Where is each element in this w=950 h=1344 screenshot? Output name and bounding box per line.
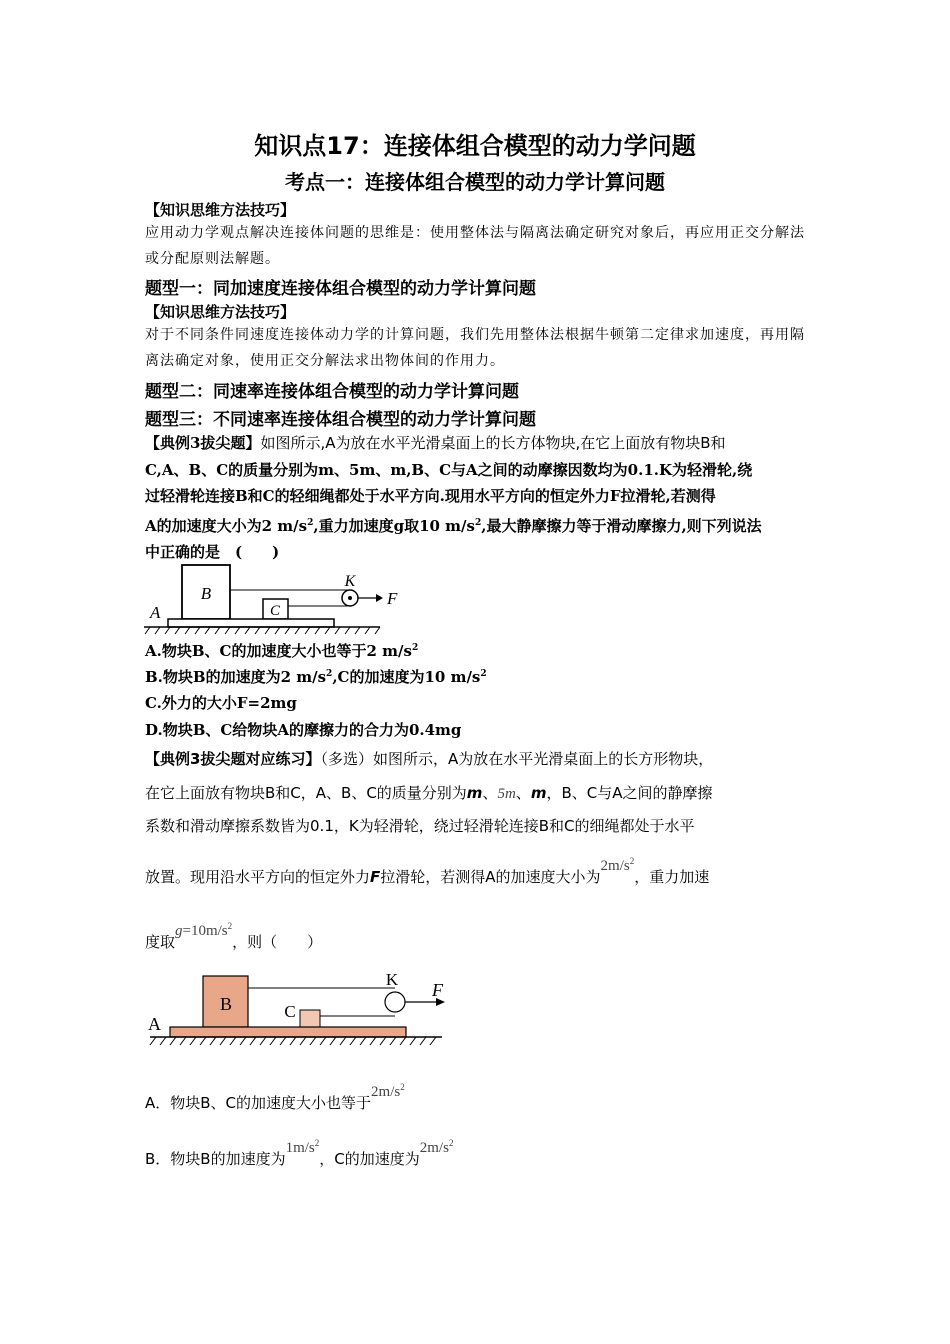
svg-text:K: K — [385, 970, 399, 989]
example2-line5: 度取$g=10m/s^2$，则（ ） — [145, 921, 323, 951]
svg-text:K: K — [344, 573, 356, 590]
page-subtitle: 考点一：连接体组合模型的动力学计算问题 — [285, 170, 665, 194]
example1-text: 【典例3拔尖题】如图所示,A为放在水平光滑桌面上的长方体物块,在它上面放有物块B和 C,A、B、C的质量分别为m、5m、m,B、C与A之间的动摩擦因数均为0.1.K为轻滑轮,绕 过轻滑轮连接B和C的轻细绳都处于水平方向.现用水平方向的恒定外力F拉滑轮,若测得 A的加速度大小为2 $m/s^2$,重力加速度g取10 $m/s^2$,最大静摩擦力等于滑动摩擦力,则下列说法 中正确的是 ( ) — [145, 434, 762, 561]
svg-text:C: C — [269, 603, 281, 619]
svg-text:F: F — [432, 980, 443, 1000]
svg-text:A: A — [148, 1014, 161, 1034]
example2-option-b: B．物块B的加速度为$1m/s^2$，C的加速度为$2m/s^2$ — [145, 1138, 454, 1168]
type3-heading: 题型三：不同速率连接体组合模型的动力学计算问题 — [145, 410, 536, 430]
example2-line4: 放置。现用沿水平方向的恒定外力F拉滑轮，若测得A的加速度大小为$2m/s^2$，重力加速 — [145, 856, 710, 886]
svg-text:C: C — [284, 1002, 296, 1021]
svg-text:B: B — [200, 584, 212, 603]
svg-text:B: B — [219, 994, 233, 1014]
page-title: 知识点17：连接体组合模型的动力学问题 — [254, 132, 696, 160]
example1-option-b: B.物块B的加速度为2 $m/s^2,C$的加速度为10 $m/s^2$ — [145, 668, 487, 686]
example1-option-c: C.外力的大小F=2mg — [145, 694, 297, 712]
example1-figure — [140, 560, 400, 638]
type1-heading: 题型一：同加速度连接体组合模型的动力学计算问题 — [145, 279, 536, 299]
example1-option-a: A.物块B、C的加速度大小也等于2 $m/s^2$ — [145, 642, 419, 660]
example2-figure — [140, 968, 460, 1050]
example1-option-d: D.物块B、C给物块A的摩擦力的合力为0.4mg — [145, 721, 462, 739]
type1-text: 对于不同条件同速度连接体动力学的计算问题，我们先用整体法根据牛顿第二定律求加速度，再用隔离法确定对象，使用正交分解法求出物体间的作用力。 — [145, 327, 805, 369]
example2-line3: 系数和滑动摩擦系数皆为0.1，K为轻滑轮，绕过轻滑轮连接B和C的细绳都处于水平 — [145, 817, 695, 835]
example2-line2: 在它上面放有物块B和C，A、B、C的质量分别为m、5m、m，B、C与A之间的静摩擦 — [145, 784, 713, 802]
svg-text:F: F — [387, 589, 398, 608]
svg-text:A: A — [150, 603, 161, 622]
type1-tag: 【知识思维方法技巧】 — [145, 303, 296, 321]
example1-tag: 【典例3拔尖题】 — [145, 434, 261, 452]
example2-tag: 【典例3拔尖题对应练习】 — [145, 750, 321, 768]
type2-heading: 题型二：同速率连接体组合模型的动力学计算问题 — [145, 382, 519, 402]
example2-line1: 【典例3拔尖题对应练习】（多选）如图所示，A为放在水平光滑桌面上的长方形物块， — [145, 750, 714, 768]
example2-option-a: A．物块B、C的加速度大小也等于$2m/s^2$ — [145, 1082, 405, 1112]
method-tag: 【知识思维方法技巧】 — [145, 201, 296, 219]
method-text: 应用动力学观点解决连接体问题的思维是：使用整体法与隔离法确定研究对象后，再应用正交分解法或分配原则法解题。 — [145, 225, 805, 267]
